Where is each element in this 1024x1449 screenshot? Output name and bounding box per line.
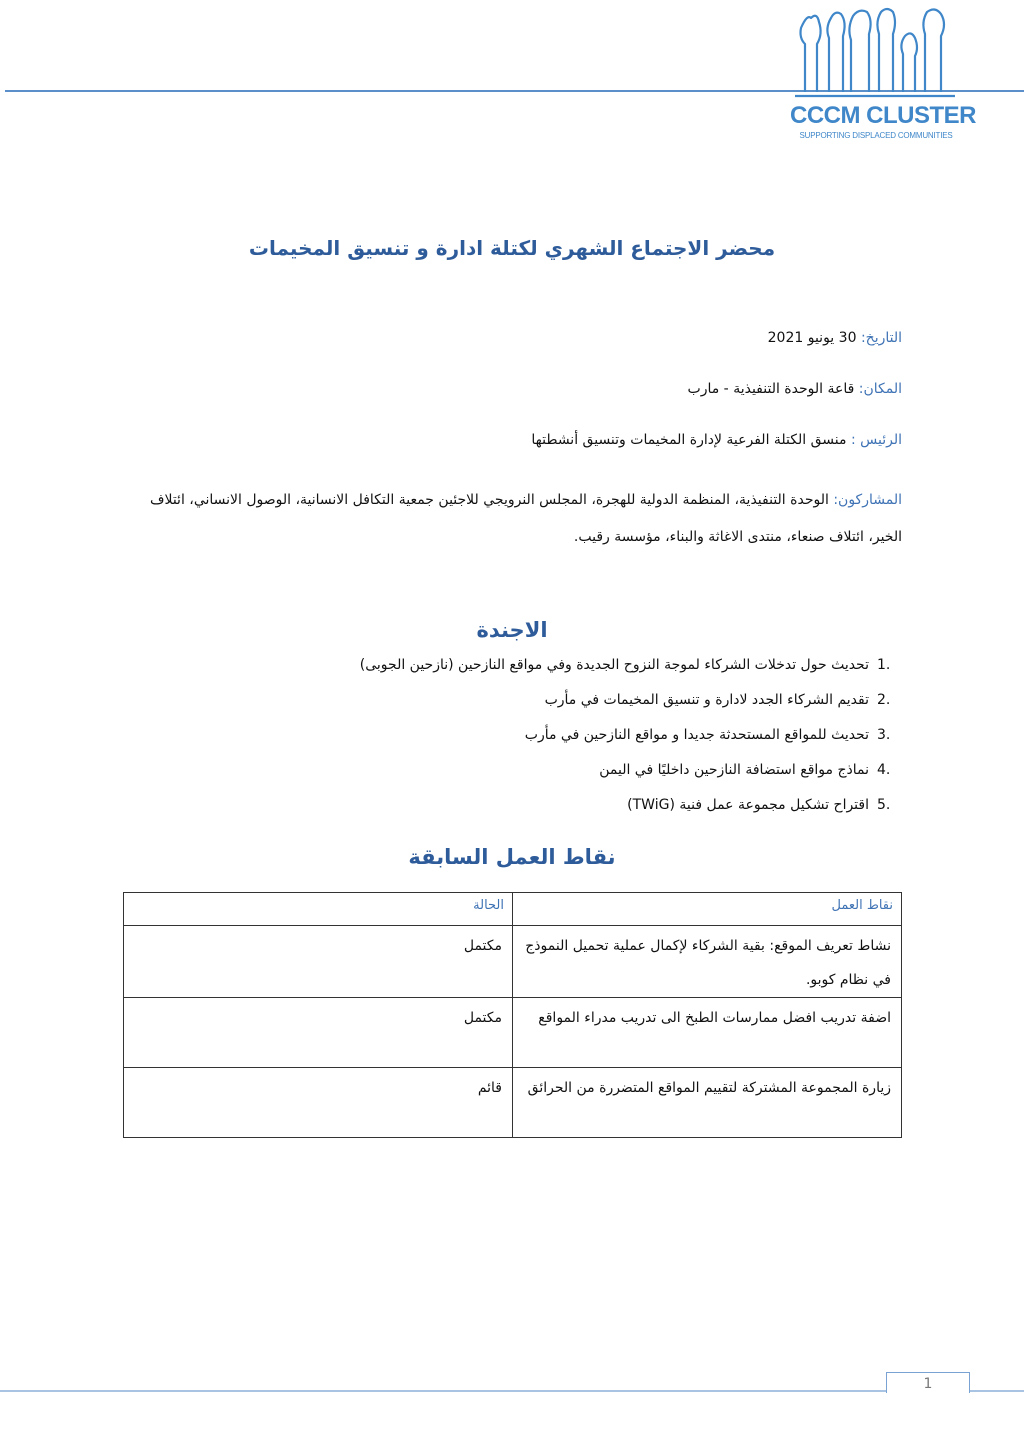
agenda-item-number: 2. [877,692,891,708]
agenda-item-text: تقديم الشركاء الجدد لادارة و تنسيق المخيمات في مأرب [544,692,869,708]
logo-subtitle: SUPPORTING DISPLACED COMMUNITIES [799,131,953,140]
logo-title: CCCM CLUSTER [790,102,976,129]
action-point-cell: زيارة المجموعة المشتركة لتقييم المواقع المتضررة من الحرائق [513,1068,902,1138]
date-value: 30 يونيو 2021 [767,330,857,346]
footer-rule [0,1390,1024,1392]
participants-value: الوحدة التنفيذية، المنظمة الدولية للهجرة، المجلس النرويجي للاجئين جمعية التكافل الانسانية، الوصول الانساني، ائتلاف الخير، ائتلاف صنعاء، منتدى الاغاثة والبناء، مؤسسة رقيب. [149,492,902,545]
agenda-item [169,683,891,718]
table-row [124,998,902,1068]
agenda-item [169,718,891,753]
date-line [768,330,902,346]
status-cell: مكتمل [124,926,513,998]
previous-actions-heading: نقاط العمل السابقة [408,845,616,869]
previous-actions-table [123,892,902,1138]
table-row [124,926,902,998]
action-point-cell: اضفة تدريب افضل ممارسات الطبخ الى تدريب مدراء المواقع [513,998,902,1068]
agenda-item-number: 5. [877,797,891,813]
table-row [124,1068,902,1138]
agenda-list [169,648,891,823]
page-number: 1 [923,1376,933,1392]
agenda-item [169,788,891,823]
status-cell: مكتمل [124,998,513,1068]
column-header-status: الحالة [124,893,513,926]
chair-label: الرئيس : [850,432,902,448]
chair-line [531,432,902,448]
date-label: التاريخ: [860,330,902,346]
agenda-item-text: اقتراح تشكيل مجموعة عمل فنية (TWiG) [627,797,869,813]
agenda-item-text: تحديث حول تدخلات الشركاء لموجة النزوح الجديدة وفي مواقع النازحين (نازحين الجوبى) [359,657,869,673]
status-cell: قائم [124,1068,513,1138]
agenda-item [169,648,891,683]
chair-value: منسق الكتلة الفرعية لإدارة المخيمات وتنسيق أنشطتها [531,432,847,448]
people-silhouettes-icon [785,4,965,104]
cccm-cluster-logo [785,4,976,144]
agenda-item-number: 1. [877,657,891,673]
agenda-item-text: نماذج مواقع استضافة النازحين داخليًا في اليمن [599,762,869,778]
participants-line [112,482,902,556]
document-title: محضر الاجتماع الشهري لكتلة ادارة و تنسيق المخيمات [248,236,776,260]
agenda-item [169,753,891,788]
table-header-row [124,893,902,926]
place-value: قاعة الوحدة التنفيذية - مارب [687,381,855,397]
participants-label: المشاركون: [833,492,902,508]
column-header-action-points: نقاط العمل [513,893,902,926]
agenda-item-text: تحديث للمواقع المستحدثة جديدا و مواقع النازحين في مأرب [524,727,869,743]
agenda-heading: الاجندة [476,618,548,642]
agenda-item-number: 4. [877,762,891,778]
place-label: المكان: [858,381,902,397]
action-point-cell: نشاط تعريف الموقع: بقية الشركاء لإكمال عملية تحميل النموذج في نظام كوبو. [513,926,902,998]
agenda-item-number: 3. [877,727,891,743]
place-line [688,381,902,397]
